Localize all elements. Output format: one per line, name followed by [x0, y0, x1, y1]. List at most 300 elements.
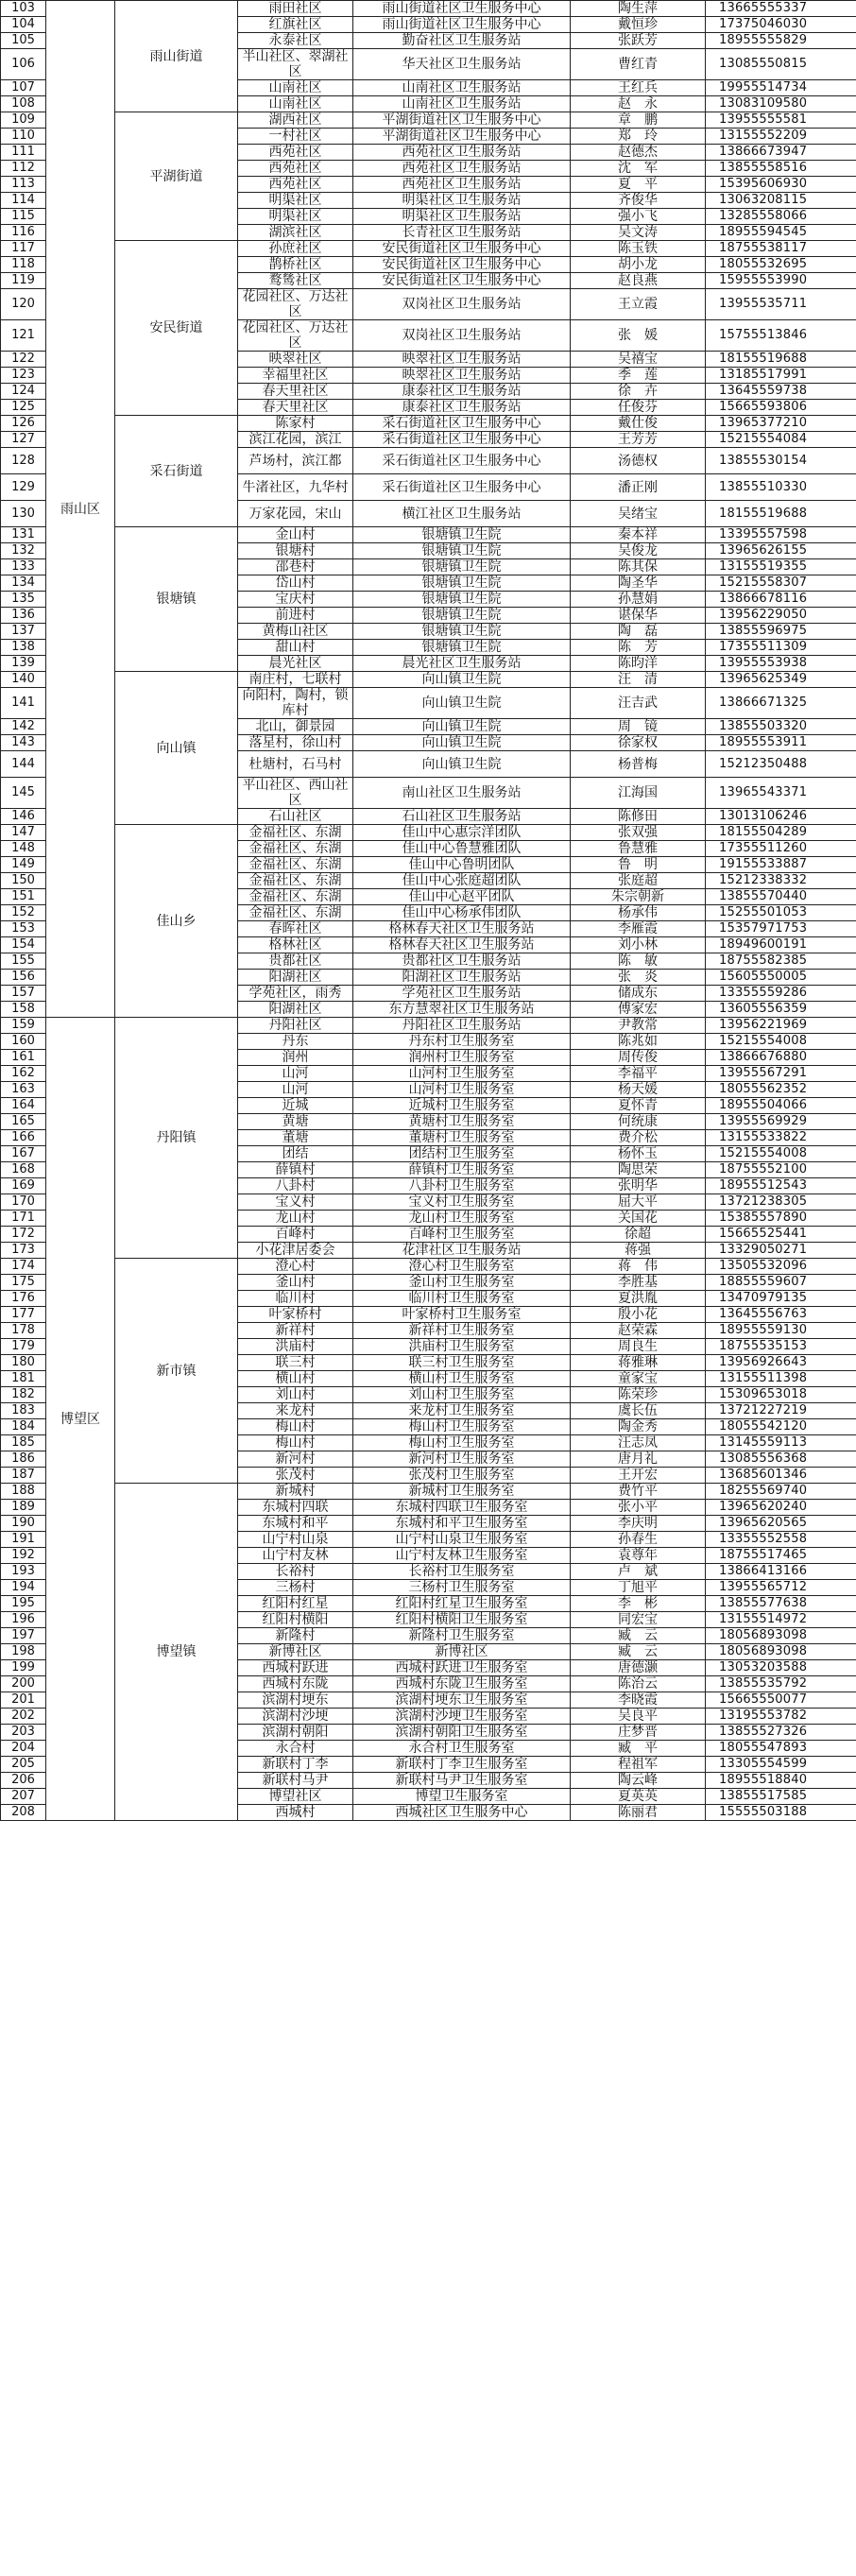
- phone-cell: 18949600191: [706, 937, 856, 953]
- service-unit-cell: 梅山村卫生服务室: [353, 1435, 571, 1451]
- table-row: [1, 416, 856, 432]
- doctor-name-cell: 夏英英: [571, 1789, 706, 1805]
- community-cell: 滨湖村朝阳: [238, 1725, 353, 1741]
- doctor-name-cell: 夏 平: [571, 177, 706, 193]
- doctor-name-cell: 胡小龙: [571, 257, 706, 273]
- doctor-name-cell: 朱宗朝新: [571, 889, 706, 905]
- row-number: 140: [1, 672, 46, 688]
- row-number: 113: [1, 177, 46, 193]
- community-cell: 明渠社区: [238, 193, 353, 209]
- row-number: 175: [1, 1275, 46, 1291]
- doctor-name-cell: 关国花: [571, 1211, 706, 1227]
- doctor-name-cell: 张小平: [571, 1500, 706, 1516]
- doctor-name-cell: 丁旭平: [571, 1580, 706, 1596]
- doctor-name-cell: 夏怀青: [571, 1098, 706, 1114]
- phone-cell: 15215554008: [706, 1034, 856, 1050]
- row-number: 154: [1, 937, 46, 953]
- row-number: 187: [1, 1468, 46, 1484]
- phone-cell: 18755552100: [706, 1162, 856, 1178]
- community-cell: 万家花园，宋山: [238, 501, 353, 527]
- service-unit-cell: 新隆村卫生服务室: [353, 1628, 571, 1644]
- service-unit-cell: 红阳村横阳卫生服务室: [353, 1612, 571, 1628]
- community-cell: 甜山村: [238, 640, 353, 656]
- community-cell: 薛镇村: [238, 1162, 353, 1178]
- service-unit-cell: 八卦村卫生服务室: [353, 1178, 571, 1194]
- phone-cell: 18955518840: [706, 1773, 856, 1789]
- phone-cell: 13721238305: [706, 1194, 856, 1211]
- street-cell: 新市镇: [115, 1259, 238, 1484]
- row-number: 115: [1, 209, 46, 225]
- doctor-name-cell: 潘正刚: [571, 474, 706, 501]
- service-unit-cell: 新联村马尹卫生服务室: [353, 1773, 571, 1789]
- doctor-name-cell: 周 镜: [571, 719, 706, 735]
- phone-cell: 15665593806: [706, 400, 856, 416]
- community-cell: 春天里社区: [238, 400, 353, 416]
- community-cell: 芦场村，滨江都: [238, 448, 353, 474]
- row-number: 156: [1, 970, 46, 986]
- service-unit-cell: 东城村四联卫生服务室: [353, 1500, 571, 1516]
- community-cell: 陈家村: [238, 416, 353, 432]
- service-unit-cell: 雨山街道社区卫生服务中心: [353, 17, 571, 33]
- service-unit-cell: 雨山街道社区卫生服务中心: [353, 1, 571, 17]
- row-number: 110: [1, 129, 46, 145]
- row-number: 196: [1, 1612, 46, 1628]
- doctor-name-cell: 曹红青: [571, 49, 706, 80]
- community-cell: 新隆村: [238, 1628, 353, 1644]
- row-number: 132: [1, 543, 46, 559]
- phone-cell: 13956221969: [706, 1018, 856, 1034]
- community-cell: 前进村: [238, 608, 353, 624]
- row-number: 164: [1, 1098, 46, 1114]
- phone-cell: 13185517991: [706, 368, 856, 384]
- service-unit-cell: 向山镇卫生院: [353, 735, 571, 751]
- phone-cell: 13685601346: [706, 1468, 856, 1484]
- service-unit-cell: 佳山中心杨承伟团队: [353, 905, 571, 921]
- row-number: 123: [1, 368, 46, 384]
- service-unit-cell: 花津社区卫生服务站: [353, 1243, 571, 1259]
- service-unit-cell: 向山镇卫生院: [353, 672, 571, 688]
- row-number: 189: [1, 1500, 46, 1516]
- district-cell: 雨山区: [46, 1, 115, 1018]
- service-unit-cell: 釜山村卫生服务室: [353, 1275, 571, 1291]
- row-number: 138: [1, 640, 46, 656]
- doctor-name-cell: 徐家权: [571, 735, 706, 751]
- phone-cell: 18955504066: [706, 1098, 856, 1114]
- service-unit-cell: 董塘村卫生服务室: [353, 1130, 571, 1146]
- doctor-name-cell: 傅家宏: [571, 1002, 706, 1018]
- row-number: 190: [1, 1516, 46, 1532]
- community-cell: 龙山村: [238, 1211, 353, 1227]
- doctor-name-cell: 陈玉铁: [571, 241, 706, 257]
- row-number: 198: [1, 1644, 46, 1660]
- street-cell: 丹阳镇: [115, 1018, 238, 1259]
- phone-cell: 13955569929: [706, 1114, 856, 1130]
- doctor-name-cell: 同宏宝: [571, 1612, 706, 1628]
- row-number: 133: [1, 559, 46, 575]
- phone-cell: 18755535153: [706, 1339, 856, 1355]
- community-cell: 永泰社区: [238, 33, 353, 49]
- community-cell: 湖西社区: [238, 112, 353, 129]
- service-unit-cell: 康泰社区卫生服务站: [353, 384, 571, 400]
- row-number: 106: [1, 49, 46, 80]
- row-number: 118: [1, 257, 46, 273]
- community-cell: 岱山村: [238, 575, 353, 592]
- service-unit-cell: 平湖街道社区卫生服务中心: [353, 112, 571, 129]
- doctor-name-cell: 臧 云: [571, 1628, 706, 1644]
- phone-cell: 13355552558: [706, 1532, 856, 1548]
- doctor-name-cell: 孙春生: [571, 1532, 706, 1548]
- row-number: 193: [1, 1564, 46, 1580]
- doctor-name-cell: 郑 玲: [571, 129, 706, 145]
- service-unit-cell: 双岗社区卫生服务站: [353, 289, 571, 320]
- row-number: 184: [1, 1419, 46, 1435]
- doctor-name-cell: 屈大平: [571, 1194, 706, 1211]
- row-number: 161: [1, 1050, 46, 1066]
- row-number: 162: [1, 1066, 46, 1082]
- service-unit-cell: 佳山中心鲁明团队: [353, 857, 571, 873]
- community-cell: 永合村: [238, 1741, 353, 1757]
- row-number: 137: [1, 624, 46, 640]
- doctor-name-cell: 汪 清: [571, 672, 706, 688]
- row-number: 143: [1, 735, 46, 751]
- community-cell: 西城村: [238, 1805, 353, 1821]
- service-unit-cell: 安民街道社区卫生服务中心: [353, 257, 571, 273]
- doctor-name-cell: 陈兆如: [571, 1034, 706, 1050]
- doctor-name-cell: 张明华: [571, 1178, 706, 1194]
- service-unit-cell: 横江社区卫生服务站: [353, 501, 571, 527]
- doctor-name-cell: 尹教常: [571, 1018, 706, 1034]
- doctor-name-cell: 陶思荣: [571, 1162, 706, 1178]
- phone-cell: 15665525441: [706, 1227, 856, 1243]
- doctor-name-cell: 陶云峰: [571, 1773, 706, 1789]
- community-cell: 明渠社区: [238, 209, 353, 225]
- doctor-name-cell: 程祖军: [571, 1757, 706, 1773]
- community-cell: 东城村和平: [238, 1516, 353, 1532]
- phone-cell: 13965620565: [706, 1516, 856, 1532]
- phone-cell: 13855577638: [706, 1596, 856, 1612]
- service-unit-cell: 黄塘村卫生服务室: [353, 1114, 571, 1130]
- service-unit-cell: 滨湖村朝阳卫生服务室: [353, 1725, 571, 1741]
- row-number: 152: [1, 905, 46, 921]
- doctor-name-cell: 鲁 明: [571, 857, 706, 873]
- service-unit-cell: 丹东村卫生服务室: [353, 1034, 571, 1050]
- service-unit-cell: 山河村卫生服务室: [353, 1066, 571, 1082]
- doctor-name-cell: 鲁慧雅: [571, 841, 706, 857]
- community-cell: 红阳村横阳: [238, 1612, 353, 1628]
- doctor-name-cell: 卢 斌: [571, 1564, 706, 1580]
- row-number: 191: [1, 1532, 46, 1548]
- row-number: 103: [1, 1, 46, 17]
- phone-cell: 15309653018: [706, 1387, 856, 1403]
- phone-cell: 15955553990: [706, 273, 856, 289]
- community-cell: 临川村: [238, 1291, 353, 1307]
- doctor-name-cell: 强小飞: [571, 209, 706, 225]
- row-number: 127: [1, 432, 46, 448]
- row-number: 169: [1, 1178, 46, 1194]
- community-cell: 张茂村: [238, 1468, 353, 1484]
- doctor-name-cell: 张跃芳: [571, 33, 706, 49]
- community-cell: 鹜鸶社区: [238, 273, 353, 289]
- phone-cell: 13955555581: [706, 112, 856, 129]
- doctor-name-cell: 陈治云: [571, 1676, 706, 1692]
- community-cell: 百峰村: [238, 1227, 353, 1243]
- phone-cell: 13965625349: [706, 672, 856, 688]
- phone-cell: 13013106246: [706, 809, 856, 825]
- row-number: 141: [1, 688, 46, 719]
- service-unit-cell: 银塘镇卫生院: [353, 559, 571, 575]
- phone-cell: 18055562352: [706, 1082, 856, 1098]
- row-number: 165: [1, 1114, 46, 1130]
- doctor-name-cell: 刘小林: [571, 937, 706, 953]
- row-number: 185: [1, 1435, 46, 1451]
- community-cell: 西苑社区: [238, 145, 353, 161]
- phone-cell: 18155519688: [706, 501, 856, 527]
- service-unit-cell: 西苑社区卫生服务站: [353, 161, 571, 177]
- phone-cell: 13855530154: [706, 448, 856, 474]
- service-unit-cell: 张茂村卫生服务室: [353, 1468, 571, 1484]
- row-number: 197: [1, 1628, 46, 1644]
- phone-cell: 13085550815: [706, 49, 856, 80]
- community-cell: 三杨村: [238, 1580, 353, 1596]
- phone-cell: 15385557890: [706, 1211, 856, 1227]
- row-number: 146: [1, 809, 46, 825]
- community-cell: 西苑社区: [238, 161, 353, 177]
- community-cell: 新联村马尹: [238, 1773, 353, 1789]
- phone-cell: 13155511398: [706, 1371, 856, 1387]
- service-unit-cell: 西城村东陇卫生服务室: [353, 1676, 571, 1692]
- phone-cell: 18755538117: [706, 241, 856, 257]
- community-cell: 石山社区: [238, 809, 353, 825]
- service-unit-cell: 银塘镇卫生院: [353, 527, 571, 543]
- doctor-name-cell: 章 鹏: [571, 112, 706, 129]
- community-cell: 梅山村: [238, 1419, 353, 1435]
- community-cell: 北山，御景园: [238, 719, 353, 735]
- row-number: 160: [1, 1034, 46, 1050]
- community-cell: 晨光社区: [238, 656, 353, 672]
- phone-cell: 17355511309: [706, 640, 856, 656]
- service-unit-cell: 向山镇卫生院: [353, 688, 571, 719]
- community-cell: 映翠社区: [238, 352, 353, 368]
- row-number: 134: [1, 575, 46, 592]
- row-number: 166: [1, 1130, 46, 1146]
- service-unit-cell: 东城村和平卫生服务室: [353, 1516, 571, 1532]
- row-number: 157: [1, 986, 46, 1002]
- phone-cell: 13470979135: [706, 1291, 856, 1307]
- doctor-name-cell: 李晓霞: [571, 1692, 706, 1709]
- service-unit-cell: 百峰村卫生服务室: [353, 1227, 571, 1243]
- service-unit-cell: 双岗社区卫生服务站: [353, 320, 571, 352]
- community-cell: 山河: [238, 1082, 353, 1098]
- community-cell: 幸福里社区: [238, 368, 353, 384]
- phone-cell: 15395606930: [706, 177, 856, 193]
- phone-cell: 15665550077: [706, 1692, 856, 1709]
- service-unit-cell: 团结村卫生服务室: [353, 1146, 571, 1162]
- service-unit-cell: 安民街道社区卫生服务中心: [353, 273, 571, 289]
- phone-cell: 13965626155: [706, 543, 856, 559]
- service-unit-cell: 向山镇卫生院: [353, 751, 571, 778]
- service-unit-cell: 薛镇村卫生服务室: [353, 1162, 571, 1178]
- row-number: 167: [1, 1146, 46, 1162]
- service-unit-cell: 宝义村卫生服务室: [353, 1194, 571, 1211]
- row-number: 142: [1, 719, 46, 735]
- service-unit-cell: 永合村卫生服务室: [353, 1741, 571, 1757]
- doctor-name-cell: 吴禧宝: [571, 352, 706, 368]
- street-cell: 雨山街道: [115, 1, 238, 112]
- doctor-name-cell: 赵 永: [571, 96, 706, 112]
- community-cell: 一村社区: [238, 129, 353, 145]
- service-unit-cell: 山南社区卫生服务站: [353, 96, 571, 112]
- row-number: 139: [1, 656, 46, 672]
- phone-cell: 13855558516: [706, 161, 856, 177]
- row-number: 183: [1, 1403, 46, 1419]
- row-number: 122: [1, 352, 46, 368]
- community-cell: 西城村跃进: [238, 1660, 353, 1676]
- doctor-name-cell: 徐 卉: [571, 384, 706, 400]
- community-cell: 洪庙村: [238, 1339, 353, 1355]
- phone-cell: 13605556359: [706, 1002, 856, 1018]
- row-number: 202: [1, 1709, 46, 1725]
- phone-cell: 13285558066: [706, 209, 856, 225]
- phone-cell: 13866678116: [706, 592, 856, 608]
- doctor-name-cell: 吴良平: [571, 1709, 706, 1725]
- row-number: 188: [1, 1484, 46, 1500]
- community-cell: 阳湖社区: [238, 970, 353, 986]
- phone-cell: 15212338332: [706, 873, 856, 889]
- doctor-name-cell: 秦本祥: [571, 527, 706, 543]
- street-cell: 采石街道: [115, 416, 238, 527]
- phone-cell: 17375046030: [706, 17, 856, 33]
- community-cell: 红旗社区: [238, 17, 353, 33]
- phone-cell: 18055547893: [706, 1741, 856, 1757]
- row-number: 135: [1, 592, 46, 608]
- service-unit-cell: 映翠社区卫生服务站: [353, 368, 571, 384]
- service-unit-cell: 红阳村红星卫生服务室: [353, 1596, 571, 1612]
- row-number: 194: [1, 1580, 46, 1596]
- table-row: [1, 527, 856, 543]
- service-unit-cell: 滨湖村埂东卫生服务室: [353, 1692, 571, 1709]
- doctor-name-cell: 陈昀洋: [571, 656, 706, 672]
- service-unit-cell: 山南社区卫生服务站: [353, 80, 571, 96]
- community-cell: 金福社区、东湖: [238, 857, 353, 873]
- service-unit-cell: 康泰社区卫生服务站: [353, 400, 571, 416]
- community-cell: 牛渚社区，九华村: [238, 474, 353, 501]
- row-number: 168: [1, 1162, 46, 1178]
- doctor-name-cell: 周良生: [571, 1339, 706, 1355]
- row-number: 159: [1, 1018, 46, 1034]
- doctor-name-cell: 臧 云: [571, 1644, 706, 1660]
- row-number: 149: [1, 857, 46, 873]
- community-cell: 新祥村: [238, 1323, 353, 1339]
- row-number: 192: [1, 1548, 46, 1564]
- service-unit-cell: 石山社区卫生服务站: [353, 809, 571, 825]
- community-cell: 山南社区: [238, 80, 353, 96]
- phone-cell: 18155519688: [706, 352, 856, 368]
- row-number: 116: [1, 225, 46, 241]
- row-number: 158: [1, 1002, 46, 1018]
- doctor-name-cell: 费竹平: [571, 1484, 706, 1500]
- phone-cell: 13866413166: [706, 1564, 856, 1580]
- doctor-name-cell: 戴仕俊: [571, 416, 706, 432]
- doctor-name-cell: 杨普梅: [571, 751, 706, 778]
- row-number: 148: [1, 841, 46, 857]
- community-cell: 花园社区、万达社区: [238, 289, 353, 320]
- community-cell: 西城村东陇: [238, 1676, 353, 1692]
- community-cell: 平山社区、西山社区: [238, 778, 353, 809]
- doctor-name-cell: 谌保华: [571, 608, 706, 624]
- service-unit-cell: 银塘镇卫生院: [353, 592, 571, 608]
- community-cell: 山河: [238, 1066, 353, 1082]
- table-row: [1, 241, 856, 257]
- row-number: 147: [1, 825, 46, 841]
- doctor-name-cell: 任俊芬: [571, 400, 706, 416]
- phone-cell: 13855570440: [706, 889, 856, 905]
- row-number: 206: [1, 1773, 46, 1789]
- service-unit-cell: 博望卫生服务室: [353, 1789, 571, 1805]
- service-unit-cell: 采石街道社区卫生服务中心: [353, 416, 571, 432]
- service-unit-cell: 勤奋社区卫生服务站: [353, 33, 571, 49]
- community-cell: 丹阳社区: [238, 1018, 353, 1034]
- street-cell: 银塘镇: [115, 527, 238, 672]
- service-unit-cell: 银塘镇卫生院: [353, 543, 571, 559]
- phone-cell: 13965377210: [706, 416, 856, 432]
- phone-cell: 13855510330: [706, 474, 856, 501]
- doctor-name-cell: 吴文涛: [571, 225, 706, 241]
- doctor-name-cell: 赵德杰: [571, 145, 706, 161]
- street-cell: 平湖街道: [115, 112, 238, 241]
- community-cell: 釜山村: [238, 1275, 353, 1291]
- doctor-name-cell: 杨怀玉: [571, 1146, 706, 1162]
- community-cell: 山南社区: [238, 96, 353, 112]
- phone-cell: 13665555337: [706, 1, 856, 17]
- community-cell: 邵巷村: [238, 559, 353, 575]
- street-cell: 佳山乡: [115, 825, 238, 1018]
- community-cell: 新博社区: [238, 1644, 353, 1660]
- row-number: 177: [1, 1307, 46, 1323]
- doctor-name-cell: 陈其保: [571, 559, 706, 575]
- row-number: 176: [1, 1291, 46, 1307]
- row-number: 136: [1, 608, 46, 624]
- row-number: 119: [1, 273, 46, 289]
- phone-cell: 13053203588: [706, 1660, 856, 1676]
- phone-cell: 19155533887: [706, 857, 856, 873]
- row-number: 120: [1, 289, 46, 320]
- service-unit-cell: 采石街道社区卫生服务中心: [353, 474, 571, 501]
- row-number: 179: [1, 1339, 46, 1355]
- phone-cell: 13063208115: [706, 193, 856, 209]
- phone-cell: 13855527326: [706, 1725, 856, 1741]
- phone-cell: 13965620240: [706, 1500, 856, 1516]
- phone-cell: 18255569740: [706, 1484, 856, 1500]
- community-cell: 金福社区、东湖: [238, 873, 353, 889]
- district-cell: 博望区: [46, 1018, 115, 1821]
- phone-cell: 18955553911: [706, 735, 856, 751]
- doctor-name-cell: 蒋强: [571, 1243, 706, 1259]
- doctor-name-cell: 张 媛: [571, 320, 706, 352]
- phone-cell: 18155504289: [706, 825, 856, 841]
- community-cell: 刘山村: [238, 1387, 353, 1403]
- phone-cell: 15605550005: [706, 970, 856, 986]
- doctor-name-cell: 陶金秀: [571, 1419, 706, 1435]
- doctor-name-cell: 王芳芳: [571, 432, 706, 448]
- community-cell: 联三村: [238, 1355, 353, 1371]
- row-number: 150: [1, 873, 46, 889]
- doctor-name-cell: 陈 芳: [571, 640, 706, 656]
- phone-cell: 15212350488: [706, 751, 856, 778]
- row-number: 104: [1, 17, 46, 33]
- community-cell: 孙庶社区: [238, 241, 353, 257]
- service-unit-cell: 丹阳社区卫生服务站: [353, 1018, 571, 1034]
- service-unit-cell: 南山社区卫生服务站: [353, 778, 571, 809]
